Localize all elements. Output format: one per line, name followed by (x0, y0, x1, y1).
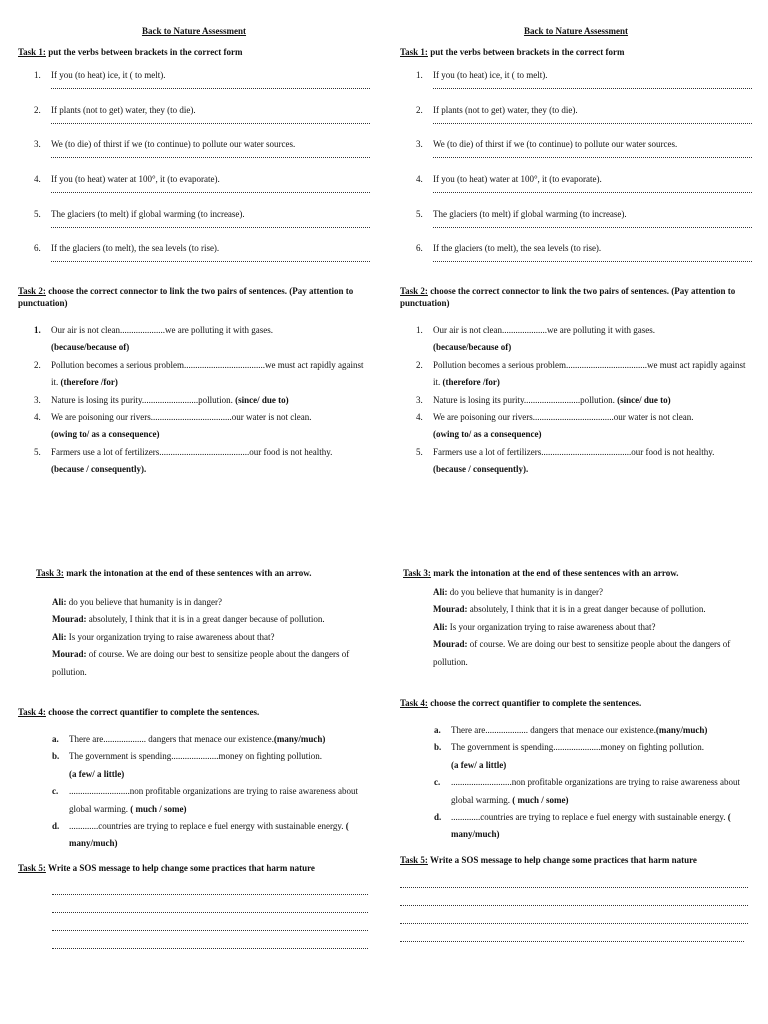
item-text: The glaciers (to melt) if global warming (to increase). (433, 208, 627, 219)
speaker-name: Mourad: (433, 604, 468, 615)
dialogue-line (433, 636, 745, 671)
answer-line[interactable] (51, 260, 370, 262)
task4-instruction: choose the correct quantifier to complete the sentences. (427, 698, 642, 708)
dialogue-line (52, 646, 362, 681)
item-number: 4. (34, 412, 41, 423)
task3-dialogue (52, 594, 362, 681)
task1-label: Task 1: (18, 47, 46, 57)
task3-instruction: mark the intonation at the end of these sentences with an arrow. (430, 568, 679, 578)
item-number: 6. (416, 243, 423, 254)
task2-heading (400, 286, 750, 309)
task5-instruction: Write a SOS message to help change some practices that harm nature (45, 863, 315, 873)
item-letter: a. (52, 734, 59, 744)
item-text: Pollution becomes a serious problem....................................we must act rapidly against it. (433, 359, 746, 388)
item-number: 3. (34, 139, 41, 150)
task2-item (18, 409, 370, 444)
item-number: 1. (34, 70, 41, 80)
task4-item (400, 774, 752, 809)
task2-item (18, 392, 370, 409)
task5-heading (18, 863, 368, 875)
item-text: We are poisoning our rivers....................................our water is not clean. (51, 412, 312, 423)
answer-line[interactable] (51, 191, 370, 193)
item-hint: (therefore /for) (60, 377, 118, 388)
item-text: There are................... dangers that menace our existence. (451, 725, 656, 735)
dialogue-text: Is your organization trying to raise awareness about that? (447, 621, 656, 632)
answer-line[interactable] (433, 156, 752, 158)
item-number: 1. (416, 325, 423, 335)
task1-list (18, 70, 370, 278)
answer-line[interactable] (400, 904, 748, 906)
item-text: If plants (not to get) water, they (to die). (51, 104, 196, 115)
task1-instruction: put the verbs between brackets in the correct form (427, 47, 625, 57)
task3-heading (36, 568, 386, 580)
dialogue-line (433, 601, 745, 618)
answer-line[interactable] (52, 911, 368, 913)
answer-line[interactable] (433, 226, 752, 228)
task4-item (18, 783, 370, 818)
item-number: 1. (34, 325, 41, 335)
item-text: We (to die) of thirst if we (to continue) to pollute our water sources. (51, 139, 296, 150)
answer-line[interactable] (433, 260, 752, 262)
item-hint: (many/much) (273, 734, 326, 744)
task2-list (18, 322, 370, 479)
task1-item (18, 174, 370, 209)
answer-line[interactable] (51, 122, 370, 124)
task2-instruction: choose the correct connector to link the two pairs of sentences. (Pay attention to punctuation) (18, 286, 354, 308)
doc-title: Back to Nature Assessment (523, 26, 629, 36)
item-text: Farmers use a lot of fertilizers........................................our food is not healthy. (433, 446, 715, 457)
speaker-name: Ali: (433, 621, 448, 632)
item-letter: b. (434, 742, 442, 753)
dialogue-line (433, 584, 745, 601)
task4-label: Task 4: (400, 698, 428, 708)
task2-item (400, 444, 752, 479)
item-number: 3. (416, 394, 423, 405)
task3-label: Task 3: (36, 568, 64, 578)
task1-item (400, 139, 752, 174)
item-hint: (a few/ a little) (69, 768, 125, 779)
item-text: Farmers use a lot of fertilizers........................................our food is not healthy. (51, 446, 333, 457)
task2-item (18, 322, 370, 357)
item-hint: (because/because of) (433, 342, 512, 353)
dialogue-text: do you believe that humanity is in danger? (447, 587, 603, 597)
task1-instruction: put the verbs between brackets in the correct form (45, 47, 243, 57)
item-text: Our air is not clean....................we are polluting it with gases. (51, 325, 273, 335)
task4-item (18, 748, 370, 783)
answer-line[interactable] (400, 886, 748, 888)
answer-line[interactable] (51, 156, 370, 158)
task1-heading (400, 47, 750, 59)
item-number: 5. (416, 208, 423, 219)
task2-item (400, 357, 752, 392)
task3-label: Task 3: (403, 568, 431, 578)
task2-label: Task 2: (18, 286, 46, 296)
item-number: 5. (34, 208, 41, 219)
answer-line[interactable] (52, 929, 368, 931)
item-letter: d. (434, 812, 442, 823)
answer-line[interactable] (400, 922, 748, 924)
task1-item (400, 243, 752, 278)
item-text: The government is spending.....................money on fighting pollution. (69, 751, 322, 762)
dialogue-line (52, 611, 362, 628)
task2-label: Task 2: (400, 286, 428, 296)
task1-item (400, 70, 752, 105)
item-hint: (because/because of) (51, 342, 130, 353)
item-number: 4. (34, 174, 41, 185)
task4-label: Task 4: (18, 707, 46, 717)
task2-item (400, 409, 752, 444)
item-hint: ( much / some) (130, 803, 187, 814)
item-hint: (since/ due to) (617, 394, 671, 405)
dialogue-text: absolutely, I think that it is in a great danger because of pollution. (467, 604, 706, 615)
task1-item (400, 209, 752, 244)
item-text: ...........................non profitable organizations are trying to raise awareness about global warming. (451, 777, 741, 805)
answer-line[interactable] (52, 893, 368, 895)
item-text: We are poisoning our rivers....................................our water is not clean. (433, 412, 694, 423)
task1-label: Task 1: (400, 47, 428, 57)
item-letter: c. (52, 786, 59, 797)
item-text: .............countries are trying to replace e fuel energy with sustainable energy. (451, 812, 726, 823)
item-hint: (because / consequently). (51, 464, 147, 475)
item-number: 5. (416, 446, 423, 457)
dialogue-text: of course. We are doing our best to sensitize people about the dangers of pollution. (52, 649, 350, 677)
item-number: 5. (34, 446, 41, 457)
dialogue-line (52, 629, 362, 646)
speaker-name: Mourad: (52, 614, 87, 625)
dialogue-line (52, 594, 362, 611)
task4-item (400, 809, 752, 844)
task1-item (400, 174, 752, 209)
item-text: The glaciers (to melt) if global warming (to increase). (51, 208, 245, 219)
task4-list (18, 731, 370, 853)
task4-heading (400, 698, 750, 710)
task1-item (400, 105, 752, 140)
dialogue-text: Is your organization trying to raise awareness about that? (66, 631, 275, 642)
item-text: Pollution becomes a serious problem....................................we must act rapidly against it. (51, 359, 364, 388)
item-hint: ( many/much) (69, 821, 349, 849)
speaker-name: Mourad: (433, 639, 468, 650)
item-letter: b. (52, 751, 60, 762)
item-hint: ( much / some) (512, 794, 569, 805)
item-hint: (since/ due to) (235, 394, 289, 405)
answer-line[interactable] (51, 87, 370, 89)
item-number: 4. (416, 174, 423, 185)
task2-instruction: choose the correct connector to link the two pairs of sentences. (Pay attention to punctuation) (400, 286, 736, 308)
task3-instruction: mark the intonation at the end of these sentences with an arrow. (63, 568, 312, 578)
task4-list (400, 722, 752, 844)
task2-item (18, 357, 370, 392)
dialogue-text: absolutely, I think that it is in a great danger because of pollution. (86, 614, 325, 625)
item-hint: (many/much) (655, 725, 708, 735)
task1-item (18, 105, 370, 140)
item-number: 4. (416, 412, 423, 423)
task1-item (18, 243, 370, 278)
task5-instruction: Write a SOS message to help change some practices that harm nature (427, 855, 697, 865)
task4-item (18, 818, 370, 853)
item-text: .............countries are trying to replace e fuel energy with sustainable energy. (69, 821, 344, 832)
item-number: 3. (34, 394, 41, 405)
item-text: If you (to heat) water at 100°, it (to evaporate). (51, 174, 220, 185)
task4-heading (18, 707, 368, 719)
task4-item (18, 731, 370, 748)
item-text: There are................... dangers that menace our existence. (69, 734, 274, 744)
speaker-name: Ali: (52, 597, 67, 607)
item-text: Our air is not clean....................we are polluting it with gases. (433, 325, 655, 335)
item-hint: (a few/ a little) (451, 759, 507, 770)
answer-line[interactable] (433, 122, 752, 124)
item-number: 1. (416, 70, 423, 80)
task1-list (400, 70, 752, 278)
item-text: If you (to heat) water at 100°, it (to evaporate). (433, 174, 602, 185)
task3-dialogue (433, 584, 745, 671)
item-number: 2. (416, 104, 423, 115)
item-hint: (owing to/ as a consequence) (51, 429, 160, 440)
item-text: ...........................non profitable organizations are trying to raise awareness about global warming. (69, 786, 359, 814)
item-text: Nature is losing its purity.........................pollution. (51, 394, 233, 405)
item-text: If plants (not to get) water, they (to die). (433, 104, 578, 115)
item-number: 2. (34, 359, 41, 370)
item-text: The government is spending.....................money on fighting pollution. (451, 742, 704, 753)
speaker-name: Mourad: (52, 649, 87, 660)
item-text: If the glaciers (to melt), the sea levels (to rise). (433, 243, 602, 254)
item-number: 2. (34, 104, 41, 115)
dialogue-line (433, 619, 745, 636)
task1-item (18, 209, 370, 244)
answer-line[interactable] (433, 87, 752, 89)
task2-item (400, 322, 752, 357)
task2-item (18, 444, 370, 479)
task2-heading (18, 286, 368, 309)
speaker-name: Ali: (433, 587, 448, 597)
task1-item (18, 70, 370, 105)
task3-heading (403, 568, 753, 580)
item-text: We (to die) of thirst if we (to continue) to pollute our water sources. (433, 139, 678, 150)
task5-label: Task 5: (18, 863, 46, 873)
task2-item (400, 392, 752, 409)
task1-item (18, 139, 370, 174)
item-hint: ( many/much) (451, 812, 731, 840)
item-number: 3. (416, 139, 423, 150)
answer-line[interactable] (52, 947, 368, 949)
item-hint: (owing to/ as a consequence) (433, 429, 542, 440)
task4-item (400, 739, 752, 774)
doc-title: Back to Nature Assessment (141, 26, 247, 36)
item-hint: (therefore /for) (442, 377, 500, 388)
item-letter: c. (434, 777, 441, 788)
dialogue-text: of course. We are doing our best to sensitize people about the dangers of pollution. (433, 639, 731, 667)
item-hint: (because / consequently). (433, 464, 529, 475)
task5-label: Task 5: (400, 855, 428, 865)
task4-item (400, 722, 752, 739)
answer-line[interactable] (400, 940, 744, 942)
item-text: If the glaciers (to melt), the sea levels (to rise). (51, 243, 220, 254)
item-number: 2. (416, 359, 423, 370)
item-text: If you (to heat) ice, it ( to melt). (51, 70, 166, 80)
item-letter: d. (52, 821, 60, 832)
dialogue-text: do you believe that humanity is in danger? (66, 597, 222, 607)
task2-list (400, 322, 752, 479)
answer-line[interactable] (51, 226, 370, 228)
answer-line[interactable] (433, 191, 752, 193)
task5-heading (400, 855, 750, 867)
item-number: 6. (34, 243, 41, 254)
task4-instruction: choose the correct quantifier to complete the sentences. (45, 707, 260, 717)
task1-heading (18, 47, 368, 59)
item-text: If you (to heat) ice, it ( to melt). (433, 70, 548, 80)
item-text: Nature is losing its purity.........................pollution. (433, 394, 615, 405)
item-letter: a. (434, 725, 441, 735)
speaker-name: Ali: (52, 631, 67, 642)
